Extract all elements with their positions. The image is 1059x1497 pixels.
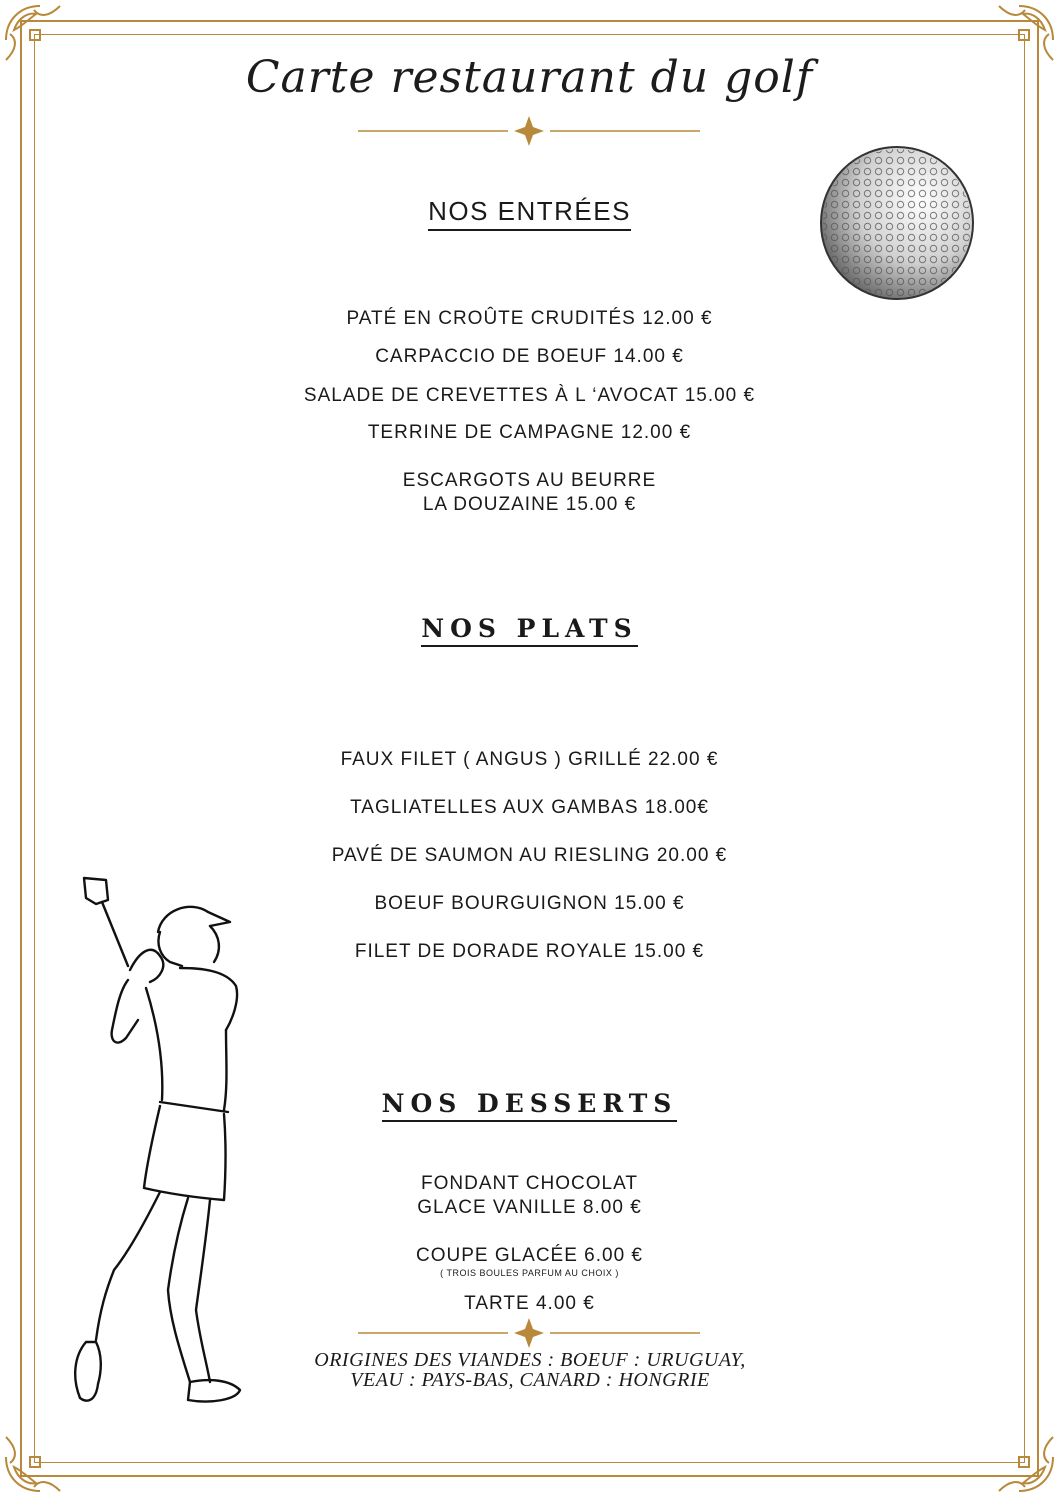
list-item: BOEUF BOURGUIGNON 15.00 € [374, 893, 685, 914]
ornament-corner-icon [0, 1427, 70, 1497]
section-heading-plats: NOS PLATS [0, 614, 1059, 647]
section-heading-entrees: NOS ENTRÉES [0, 196, 1059, 231]
ornament-corner-icon [989, 1427, 1059, 1497]
list-item: CARPACCIO DE BOEUF 14.00 € [375, 346, 684, 367]
list-item: PATÉ EN CROÛTE CRUDITÉS 12.00 € [346, 308, 713, 329]
list-item: ESCARGOTS AU BEURRE LA DOUZAINE 15.00 € [402, 470, 657, 515]
list-item: FILET DE DORADE ROYALE 15.00 € [354, 941, 705, 962]
divider-star-icon [358, 116, 700, 146]
list-item: COUPE GLACÉE 6.00 € [415, 1245, 644, 1266]
list-item: TERRINE DE CAMPAGNE 12.00 € [367, 422, 692, 443]
list-item: FONDANT CHOCOLAT GLACE VANILLE 8.00 € [417, 1173, 642, 1218]
list-item: SALADE DE CREVETTES À L ‘AVOCAT 15.00 € [303, 385, 756, 406]
meat-origins-note: ORIGINES DES VIANDES : BOEUF : URUGUAY, VEAU : PAYS-BAS, CANARD : HONGRIE [314, 1349, 746, 1391]
list-item: PAVÉ DE SAUMON AU RIESLING 20.00 € [331, 845, 728, 866]
list-item: FAUX FILET ( ANGUS ) GRILLÉ 22.00 € [340, 749, 719, 770]
section-heading-desserts: NOS DESSERTS [0, 1089, 1059, 1122]
menu-title: Carte restaurant du golf [245, 52, 814, 103]
list-item: TARTE 4.00 € [464, 1293, 595, 1314]
dessert-note: ( TROIS BOULES PARFUM AU CHOIX ) [440, 1268, 619, 1278]
golfer-illustration-icon [60, 870, 260, 1420]
divider-star-icon [358, 1318, 700, 1348]
list-item: TAGLIATELLES AUX GAMBAS 18.00€ [350, 797, 709, 818]
